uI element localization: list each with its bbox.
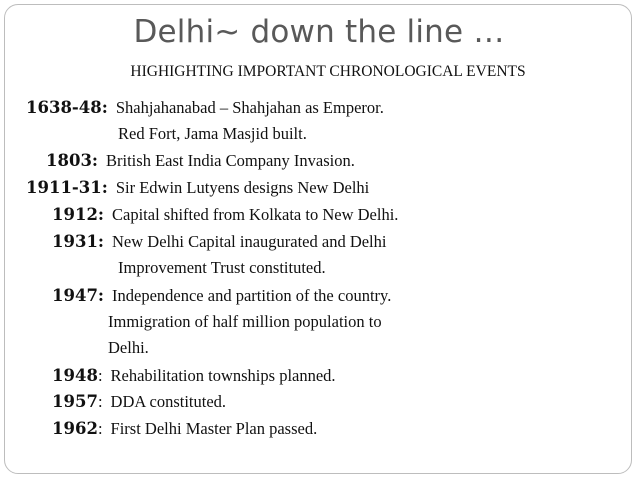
event-year: 1948 bbox=[52, 366, 98, 385]
event-text: Shahjahanabad – Shahjahan as Emperor. bbox=[115, 98, 384, 117]
event-separator: : bbox=[97, 419, 103, 438]
event-row-1948 bbox=[52, 366, 336, 386]
event-year: 1962 bbox=[52, 419, 98, 438]
event-separator: : bbox=[97, 366, 103, 385]
event-row-1957 bbox=[52, 392, 226, 412]
event-year: 1957 bbox=[52, 392, 98, 411]
event-text: DDA constituted. bbox=[110, 392, 227, 411]
event-row-1947 bbox=[52, 286, 391, 306]
event-year: 1638-48: bbox=[26, 98, 108, 117]
event-year: 1947: bbox=[52, 286, 105, 305]
event-row-1962 bbox=[52, 419, 317, 439]
event-row-1911 bbox=[26, 178, 369, 198]
event-row-1638-cont bbox=[118, 124, 307, 144]
event-text: British East India Company Invasion. bbox=[106, 151, 355, 170]
event-row-1947-cont2 bbox=[108, 338, 149, 358]
event-text: First Delhi Master Plan passed. bbox=[110, 419, 318, 438]
event-text: Delhi. bbox=[108, 338, 149, 357]
event-separator: : bbox=[97, 392, 103, 411]
event-text: Capital shifted from Kolkata to New Delhi. bbox=[112, 205, 399, 224]
event-row-1947-cont bbox=[108, 312, 382, 332]
event-text: New Delhi Capital inaugurated and Delhi bbox=[112, 232, 387, 251]
slide-subtitle: HIGHIGHTING IMPORTANT CHRONOLOGICAL EVENTS bbox=[130, 63, 526, 80]
event-year: 1931: bbox=[52, 232, 105, 251]
event-text: Red Fort, Jama Masjid built. bbox=[118, 124, 307, 143]
event-text: Independence and partition of the country. bbox=[112, 286, 392, 305]
event-text: Rehabilitation townships planned. bbox=[110, 366, 336, 385]
event-text: Immigration of half million population to bbox=[108, 312, 382, 331]
slide-title: Delhi~ down the line … bbox=[133, 14, 505, 50]
event-text: Sir Edwin Lutyens designs New Delhi bbox=[115, 178, 370, 197]
event-row-1638 bbox=[26, 98, 384, 118]
event-row-1912 bbox=[52, 205, 398, 225]
event-row-1931-cont bbox=[118, 258, 326, 278]
event-row-1931 bbox=[52, 232, 386, 252]
event-year: 1803: bbox=[46, 151, 99, 170]
event-text: Improvement Trust constituted. bbox=[118, 258, 326, 277]
event-row-1803 bbox=[46, 151, 355, 171]
event-year: 1911-31: bbox=[26, 178, 108, 197]
event-year: 1912: bbox=[52, 205, 105, 224]
